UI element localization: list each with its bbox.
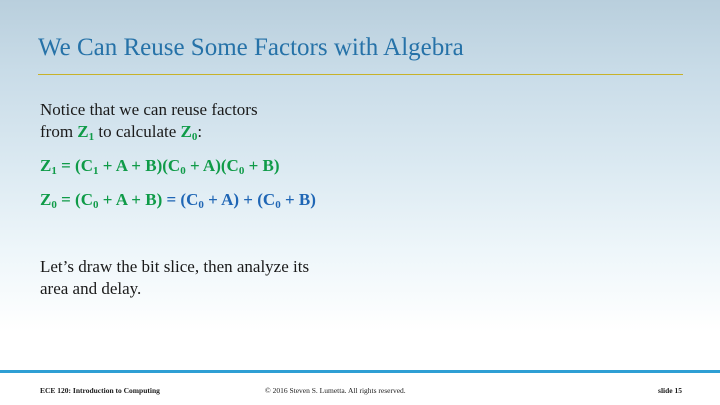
eq2-blue-sub-a: 0 xyxy=(198,199,204,211)
eq2-rhs-a: = (C xyxy=(56,190,93,209)
z1-subscript: 1 xyxy=(88,131,95,143)
footer-copyright: © 2016 Steven S. Lumetta. All rights reserved. xyxy=(265,386,406,395)
footer-slide-number: slide 15 xyxy=(658,386,682,395)
eq2-blue-b: + A) + (C xyxy=(203,190,276,209)
closing-line-1: Let’s draw the bit slice, then analyze its xyxy=(40,257,310,276)
footer-divider xyxy=(0,370,720,373)
eq1-rhs-c: + A)(C xyxy=(185,156,239,175)
eq1-rhs-a: = (C xyxy=(56,156,93,175)
footer-course: ECE 120: Introduction to Computing xyxy=(40,386,160,395)
eq1-rhs-sub-b: 0 xyxy=(180,165,186,177)
eq1-rhs-b: + A + B)(C xyxy=(98,156,181,175)
eq2-blue-a: = (C xyxy=(162,190,199,209)
eq2-rhs-b: + A + B) xyxy=(98,190,163,209)
eq1-rhs-d: + B) xyxy=(244,156,280,175)
eq1-rhs-sub-c: 0 xyxy=(238,165,245,177)
closing-line-2: area and delay. xyxy=(40,279,142,298)
equation-z1 xyxy=(40,156,280,177)
eq2-lhs-letter: Z xyxy=(40,190,52,209)
intro-line-1 xyxy=(40,99,258,121)
intro-line-2-suffix: : xyxy=(197,122,203,141)
intro-line-2-middle: to calculate xyxy=(94,122,181,141)
z0-subscript: 0 xyxy=(191,131,198,143)
z0-letter: Z xyxy=(180,122,192,141)
eq1-rhs-sub-a: 1 xyxy=(92,165,99,177)
intro-line-2-prefix: from xyxy=(40,122,78,141)
intro-line-1-text: Notice that we can reuse factors xyxy=(40,100,258,119)
intro-paragraph xyxy=(40,99,258,148)
eq2-rhs-sub-a: 0 xyxy=(92,199,99,211)
z1-symbol xyxy=(77,122,94,141)
eq2-lhs-subscript: 0 xyxy=(51,199,57,211)
page-title: We Can Reuse Some Factors with Algebra xyxy=(38,34,464,61)
equation-z0 xyxy=(40,190,316,211)
z1-letter: Z xyxy=(77,122,89,141)
eq2-blue-segment xyxy=(162,190,316,209)
closing-paragraph xyxy=(40,256,309,300)
eq2-blue-sub-b: 0 xyxy=(275,199,281,211)
eq1-lhs-letter: Z xyxy=(40,156,52,175)
z0-symbol xyxy=(181,122,198,141)
title-divider xyxy=(38,74,683,75)
eq2-blue-c: + B) xyxy=(280,190,316,209)
intro-line-2 xyxy=(40,121,258,148)
eq1-lhs-subscript: 1 xyxy=(51,165,57,177)
